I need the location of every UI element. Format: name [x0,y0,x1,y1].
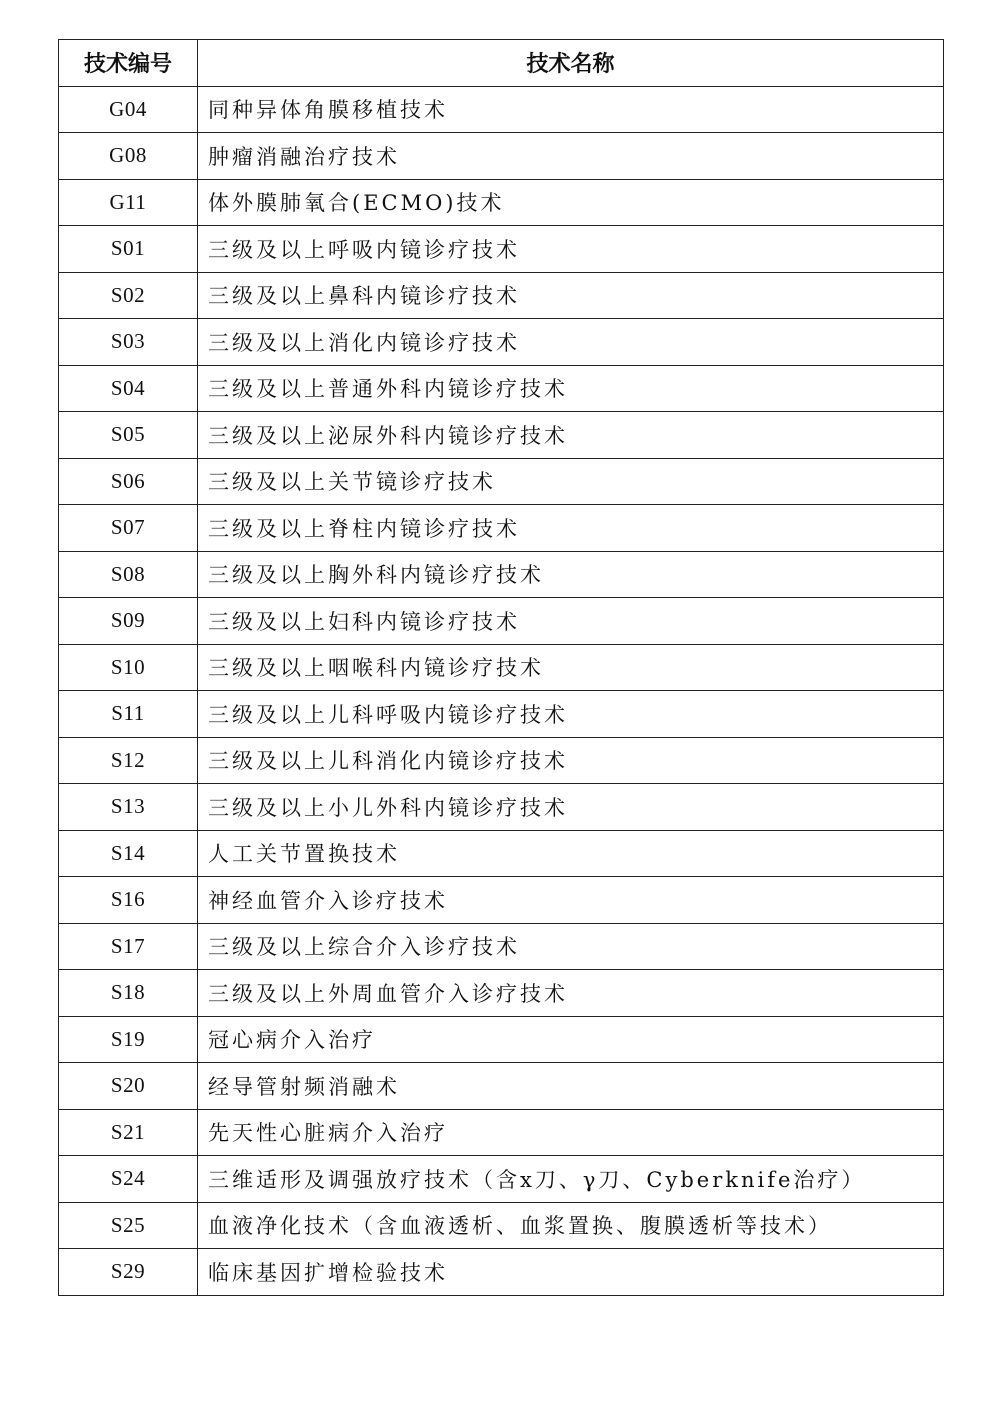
tech-code-cell: S19 [59,1016,198,1063]
tech-name-cell: 三级及以上关节镜诊疗技术 [198,458,944,505]
tech-code-cell: S08 [59,551,198,598]
table-row [59,1063,944,1110]
table-body [59,86,944,1295]
tech-name-cell: 三维适形及调强放疗技术（含x刀、γ刀、Cyberknife治疗） [198,1156,944,1203]
tech-name-cell: 三级及以上普通外科内镜诊疗技术 [198,365,944,412]
tech-name-cell: 肿瘤消融治疗技术 [198,133,944,180]
tech-code-cell: S09 [59,598,198,645]
technology-table [58,39,944,1296]
tech-name-cell: 三级及以上咽喉科内镜诊疗技术 [198,644,944,691]
tech-name-cell: 三级及以上呼吸内镜诊疗技术 [198,226,944,273]
tech-code-cell: S21 [59,1109,198,1156]
tech-code-cell: S16 [59,877,198,924]
tech-code-cell: S18 [59,970,198,1017]
tech-code-cell: S25 [59,1202,198,1249]
tech-code-cell: S02 [59,272,198,319]
table-row [59,1249,944,1296]
table-row [59,877,944,924]
tech-code-cell: S20 [59,1063,198,1110]
tech-name-cell: 三级及以上儿科消化内镜诊疗技术 [198,737,944,784]
tech-name-cell: 三级及以上小儿外科内镜诊疗技术 [198,784,944,831]
tech-code-cell: S10 [59,644,198,691]
table-row [59,644,944,691]
tech-name-cell: 血液净化技术（含血液透析、血浆置换、腹膜透析等技术） [198,1202,944,1249]
table-row [59,1016,944,1063]
tech-name-cell: 三级及以上泌尿外科内镜诊疗技术 [198,412,944,459]
table-row [59,830,944,877]
tech-name-cell: 三级及以上综合介入诊疗技术 [198,923,944,970]
tech-name-cell: 三级及以上妇科内镜诊疗技术 [198,598,944,645]
table-row [59,505,944,552]
table-row [59,1156,944,1203]
tech-name-cell: 冠心病介入治疗 [198,1016,944,1063]
tech-code-cell: S06 [59,458,198,505]
header-tech-name: 技术名称 [198,40,944,87]
table-row [59,226,944,273]
tech-name-cell: 先天性心脏病介入治疗 [198,1109,944,1156]
tech-code-cell: G11 [59,179,198,226]
tech-name-cell: 三级及以上鼻科内镜诊疗技术 [198,272,944,319]
table-row [59,1202,944,1249]
table-row [59,412,944,459]
tech-code-cell: S11 [59,691,198,738]
tech-code-cell: S17 [59,923,198,970]
table-row [59,86,944,133]
tech-code-cell: S24 [59,1156,198,1203]
table-row [59,737,944,784]
tech-code-cell: G04 [59,86,198,133]
tech-code-cell: S03 [59,319,198,366]
tech-code-cell: S14 [59,830,198,877]
table-row [59,272,944,319]
tech-code-cell: S29 [59,1249,198,1296]
header-tech-code: 技术编号 [59,40,198,87]
tech-name-cell: 三级及以上脊柱内镜诊疗技术 [198,505,944,552]
tech-code-cell: S01 [59,226,198,273]
tech-name-cell: 三级及以上外周血管介入诊疗技术 [198,970,944,1017]
table-row [59,319,944,366]
tech-name-cell: 三级及以上儿科呼吸内镜诊疗技术 [198,691,944,738]
table-row [59,691,944,738]
table-row [59,970,944,1017]
tech-name-cell: 人工关节置换技术 [198,830,944,877]
tech-name-cell: 经导管射频消融术 [198,1063,944,1110]
tech-code-cell: S13 [59,784,198,831]
tech-code-cell: S07 [59,505,198,552]
table-header-row [59,40,944,87]
tech-name-cell: 体外膜肺氧合(ECMO)技术 [198,179,944,226]
table-row [59,598,944,645]
tech-code-cell: S12 [59,737,198,784]
table-row [59,179,944,226]
tech-name-cell: 神经血管介入诊疗技术 [198,877,944,924]
table-row [59,133,944,180]
table-row [59,1109,944,1156]
tech-name-cell: 临床基因扩增检验技术 [198,1249,944,1296]
table-row [59,923,944,970]
tech-name-cell: 同种异体角膜移植技术 [198,86,944,133]
table-row [59,365,944,412]
tech-name-cell: 三级及以上胸外科内镜诊疗技术 [198,551,944,598]
table-row [59,551,944,598]
tech-code-cell: G08 [59,133,198,180]
tech-name-cell: 三级及以上消化内镜诊疗技术 [198,319,944,366]
tech-code-cell: S05 [59,412,198,459]
table-row [59,784,944,831]
tech-code-cell: S04 [59,365,198,412]
table-row [59,458,944,505]
